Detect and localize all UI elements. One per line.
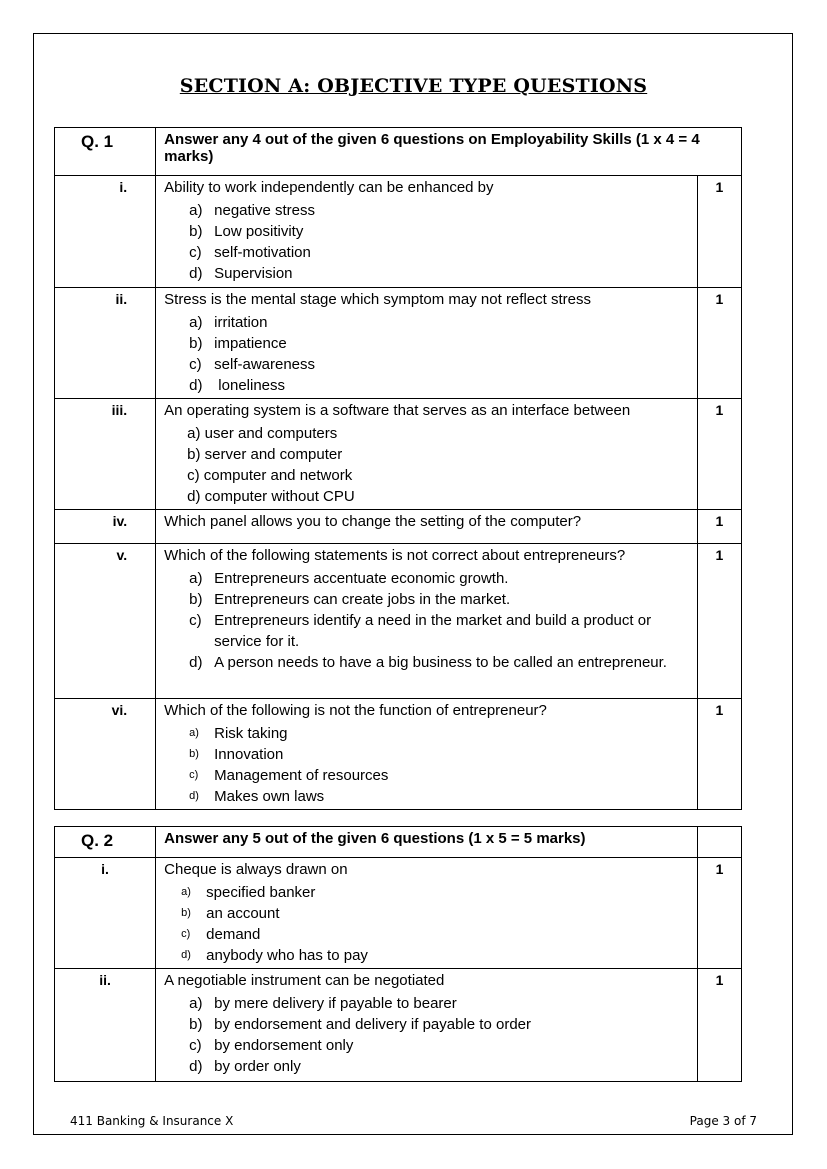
option: c) computer and network	[187, 467, 353, 484]
option: a) by mere delivery if payable to bearer	[189, 995, 457, 1012]
item-stem: Which of the following is not the function of entrepreneur?	[164, 702, 547, 719]
item-body	[156, 969, 698, 1082]
item-body	[156, 699, 698, 810]
option: b) by endorsement and delivery if payable to order	[189, 1016, 531, 1033]
item-number: v.	[55, 544, 156, 699]
question-1-header-row	[55, 128, 742, 176]
question-label: Q. 1	[55, 128, 156, 176]
option: a) irritation	[189, 314, 268, 331]
option: b) impatience	[189, 335, 287, 352]
table-row	[55, 176, 742, 288]
question-heading: Answer any 4 out of the given 6 questions on Employability Skills (1 x 4 = 4 marks)	[156, 128, 742, 176]
item-stem: Cheque is always drawn on	[164, 861, 348, 878]
option: b) Entrepreneurs can create jobs in the market.	[189, 591, 511, 608]
option: b) Innovation	[189, 746, 284, 763]
question-heading: Answer any 5 out of the given 6 questions (1 x 5 = 5 marks)	[156, 827, 698, 858]
item-number: i.	[55, 176, 156, 288]
question-1-table	[54, 127, 742, 810]
table-row	[55, 544, 742, 699]
item-stem: An operating system is a software that serves as an interface between	[164, 402, 631, 419]
table-row	[55, 399, 742, 510]
options-list	[164, 723, 689, 807]
option: a) specified banker	[181, 884, 316, 901]
question-label: Q. 2	[55, 827, 156, 858]
options-list	[164, 423, 689, 507]
item-number: vi.	[55, 699, 156, 810]
question-2-header-row	[55, 827, 742, 858]
option: d) A person needs to have a big business to be called an entrepreneur.	[189, 654, 667, 671]
marks-empty	[697, 827, 741, 858]
item-number: iv.	[55, 510, 156, 544]
option: a) negative stress	[189, 202, 316, 219]
option: d) Makes own laws	[189, 788, 325, 805]
option: c) demand	[181, 926, 261, 943]
option: c) Entrepreneurs identify a need in the market and build a product or service for it.	[189, 612, 652, 650]
option: d) anybody who has to pay	[181, 947, 368, 964]
item-number: iii.	[55, 399, 156, 510]
item-stem: Which panel allows you to change the setting of the computer?	[164, 513, 582, 530]
option: a) Entrepreneurs accentuate economic growth.	[189, 570, 509, 587]
table-row	[55, 510, 742, 544]
item-body	[156, 288, 698, 399]
option: a) Risk taking	[189, 725, 288, 742]
option: d) Supervision	[189, 265, 293, 282]
options-list	[164, 312, 689, 396]
options-list	[164, 200, 689, 284]
options-list	[164, 882, 689, 966]
item-body	[156, 858, 698, 969]
table-row	[55, 969, 742, 1082]
marks: 1	[697, 544, 741, 699]
item-stem: Ability to work independently can be enhanced by	[164, 179, 494, 196]
option: d) by order only	[189, 1058, 301, 1075]
item-body	[156, 399, 698, 510]
footer-page-number: Page 3 of 7	[689, 1114, 757, 1128]
option: d) loneliness	[189, 377, 286, 394]
marks: 1	[697, 510, 741, 544]
marks: 1	[697, 399, 741, 510]
option: b) Low positivity	[189, 223, 304, 240]
item-stem: A negotiable instrument can be negotiated	[164, 972, 445, 989]
option: a) user and computers	[187, 425, 338, 442]
marks: 1	[697, 969, 741, 1082]
option: c) self-awareness	[189, 356, 316, 373]
item-stem: Stress is the mental stage which symptom may not reflect stress	[164, 291, 591, 308]
options-list	[164, 568, 689, 673]
marks: 1	[697, 699, 741, 810]
item-body	[156, 510, 698, 544]
item-stem: Which of the following statements is not correct about entrepreneurs?	[164, 547, 626, 564]
marks: 1	[697, 858, 741, 969]
item-number: ii.	[55, 288, 156, 399]
table-row	[55, 699, 742, 810]
option: c) Management of resources	[189, 767, 389, 784]
option: b) an account	[181, 905, 280, 922]
item-body	[156, 544, 698, 699]
marks: 1	[697, 176, 741, 288]
option: c) self-motivation	[189, 244, 311, 261]
footer-course: 411 Banking & Insurance X	[70, 1114, 234, 1128]
marks: 1	[697, 288, 741, 399]
option: d) computer without CPU	[187, 488, 355, 505]
option: c) by endorsement only	[189, 1037, 354, 1054]
item-number: i.	[55, 858, 156, 969]
table-row	[55, 858, 742, 969]
item-body	[156, 176, 698, 288]
options-list	[164, 993, 689, 1077]
question-2-table	[54, 826, 742, 1082]
section-title: SECTION A: OBJECTIVE TYPE QUESTIONS	[179, 75, 648, 97]
option: b) server and computer	[187, 446, 343, 463]
item-number: ii.	[55, 969, 156, 1082]
table-row	[55, 288, 742, 399]
